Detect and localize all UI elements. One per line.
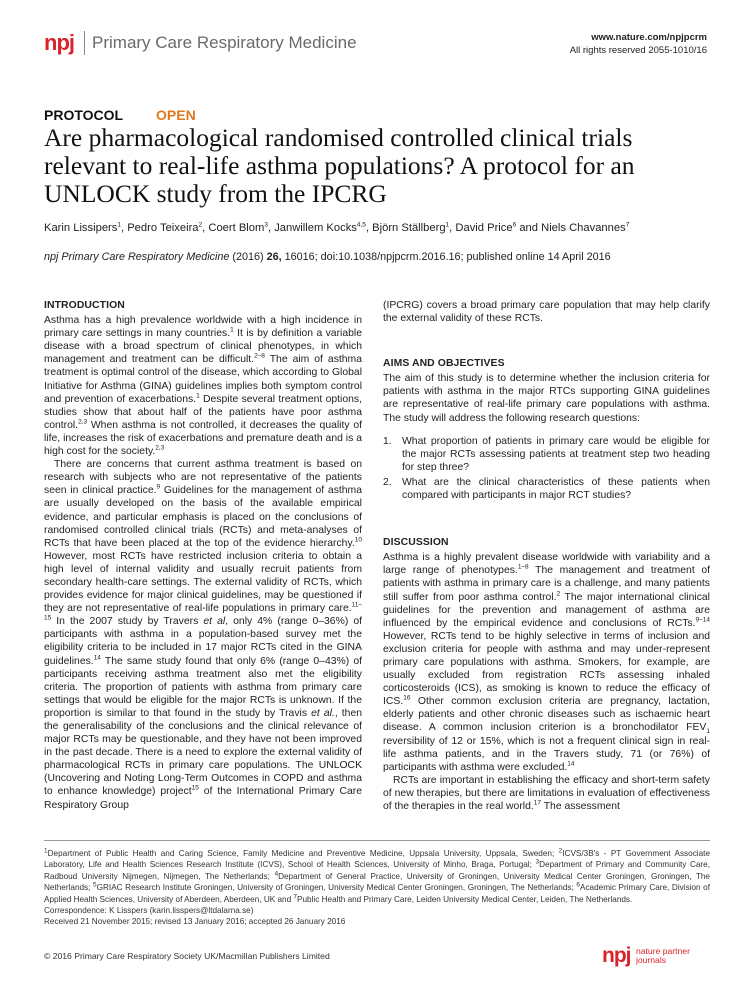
question-number: 1. — [383, 435, 392, 447]
reference-superscript: 9–14 — [695, 616, 710, 624]
reference-superscript: 15 — [191, 785, 199, 792]
reference-superscript: 2 — [556, 590, 561, 598]
right-column — [383, 299, 710, 813]
citation-volume: 26, — [266, 251, 282, 263]
footnotes — [44, 848, 710, 928]
left-column — [44, 299, 362, 812]
author-affiliation: 2 — [198, 221, 203, 229]
reference-superscript: 7 — [293, 892, 298, 900]
open-access-badge: OPEN — [156, 107, 196, 123]
introduction-paragraph-2-continued: (IPCRG) covers a broad primary care population that may help clarify the external validity of these RCTs. — [383, 300, 710, 325]
reference-superscript: 14 — [93, 654, 101, 662]
journal-website[interactable]: www.nature.com/npjpcrm — [591, 32, 707, 43]
author-list: Karin Lissipers$^1$, Pedro Teixeira$^2$, Coert Blom$^3$, Janwillem Kocks$^{4,5}$, Björn Ställberg$^1$, David Price$^6$ and Niels Chavannes$^7$ — [44, 221, 630, 234]
partner-line-1: nature partner — [635, 946, 690, 956]
author-name[interactable]: Pedro Teixeira — [127, 222, 199, 234]
affiliations: $^1$Department of Public Health and Caring Science, Family Medicine and Preventive Medicine, Uppsala University, Uppsala, Sweden; $^2$ICVS/3B's - PT Government Associate Laboratory, Life and Health Sciences Research Institute (ICVS), School of Health Sciences, University of Minho, Braga, Portugal; $^3$Department of Primary and Community Care, Radboud University Nijmegen, Nijmegen, The Netherlands; $^4$Department of General Practice, University of Groningen, University Medical Center Groningen, Groningen, The Netherlands; $^5$GRIAC Research Institute Groningen, University of Groningen, University Medical Center Groningen, Groningen, The Netherlands; $^6$Academic Primary Care, Division of Applied Health Sciences, University of Aberdeen, Aberdeen, UK and $^7$Public Health and Primary Care, Leiden University Medical Center, Leiden, The Netherlands. — [44, 847, 710, 904]
question-text: What are the clinical characteristics of these patients when compared with participants in major RCT studies? — [402, 476, 710, 502]
reference-superscript: 11–15 — [44, 601, 362, 622]
author-affiliation: 1 — [445, 221, 450, 229]
aims-paragraph: The aim of this study is to determine whether the inclusion criteria for patients with asthma in the major RTCs supporting GINA guidelines are representative of real-life primary care populations with asthma. The study will address the following research questions: — [383, 373, 710, 424]
rights-statement: All rights reserved 2055-1010/16 — [569, 45, 707, 56]
author-name[interactable]: David Price — [455, 222, 513, 234]
author-name[interactable]: Coert Blom — [208, 222, 265, 234]
reference-superscript: 1 — [44, 847, 48, 855]
reference-superscript: 1 — [230, 326, 234, 334]
reference-superscript: 6 — [576, 881, 580, 889]
reference-superscript: 1–8 — [517, 563, 529, 571]
reference-superscript: 2,3 — [78, 418, 88, 426]
question-number: 2. — [383, 476, 392, 488]
author-name[interactable]: Niels Chavannes — [541, 222, 626, 234]
reference-superscript: 4 — [274, 870, 279, 878]
reference-superscript: 14 — [567, 760, 575, 768]
research-question — [383, 476, 710, 502]
journal-name: Primary Care Respiratory Medicine — [92, 33, 357, 52]
logo-divider — [84, 31, 85, 55]
introduction-heading: INTRODUCTION — [44, 300, 125, 311]
citation-line — [44, 251, 724, 263]
citation-details: 16016; doi:10.1038/npjpcrm.2016.16; published online 14 April 2016 — [284, 251, 611, 263]
reference-superscript: 1 — [196, 392, 200, 400]
italic-text: et al. — [311, 707, 335, 719]
reference-superscript: 9 — [156, 483, 161, 491]
article-title: Are pharmacological randomised controlled clinical trials relevant to real-life asthma populations? A protocol for an UNLOCK study from the IPCRG — [44, 123, 635, 208]
research-question — [383, 435, 710, 474]
author-name[interactable]: Björn Ställberg — [372, 222, 446, 234]
introduction-paragraph-1: Asthma has a high prevalence worldwide with a high incidence in primary care settings in many countries.$^1$ It is by definition a variable disease with a broad spectrum of clinical phenotypes, in which management and treatment can be difficult.$^{2-8}$ The aim of asthma treatment is optimal control of the disease, which according to Global Initiative for Asthma (GINA) guidelines implies both symptom control and prevention of exacerbations.$^1$ Despite several treatment options, studies show that about half of the patients have poor asthma control.$^{2,3}$ When asthma is not controlled, it decreases the quality of life, increases the risk of exacerbations and premature death and is a high cost for the society.$^{2,3}$ — [44, 315, 362, 458]
copyright: © 2016 Primary Care Respiratory Society UK/Macmillan Publishers Limited — [44, 951, 330, 961]
author-name[interactable]: Janwillem Kocks — [274, 222, 357, 234]
author-affiliation: 4,5 — [356, 221, 366, 229]
author-affiliation: 7 — [625, 221, 630, 229]
citation-year: (2016) — [232, 251, 264, 263]
npj-logo: npj — [44, 30, 74, 55]
reference-superscript: 5 — [93, 881, 97, 889]
author-affiliation: 6 — [512, 221, 517, 229]
reference-superscript: 2–8 — [254, 352, 265, 360]
author-name[interactable]: Karin Lissipers — [44, 222, 118, 234]
citation-journal: npj Primary Care Respiratory Medicine — [44, 251, 230, 263]
nature-partner-journals-logo — [602, 944, 690, 968]
article-type: PROTOCOL — [44, 107, 124, 123]
aims-heading: AIMS AND OBJECTIVES — [383, 358, 505, 370]
reference-superscript: 2 — [558, 847, 563, 855]
research-questions — [383, 435, 710, 502]
reference-superscript: 10 — [354, 536, 362, 544]
npj-footer-logo: npj — [602, 944, 631, 967]
italic-text: et al — [203, 616, 226, 628]
author-affiliation: 3 — [264, 221, 268, 229]
author-affiliation: 1 — [117, 221, 121, 229]
reference-superscript: 17 — [533, 799, 541, 807]
question-text: What proportion of patients in primary care would be eligible for the major RCTs assessing patients at treatment step two heading for step three? — [402, 435, 710, 473]
discussion-heading: DISCUSSION — [383, 537, 449, 549]
partner-text — [636, 947, 690, 965]
reference-superscript: 2,3 — [155, 444, 165, 452]
footnote-rule — [44, 840, 710, 841]
discussion-paragraph-2: RCTs are important in establishing the efficacy and short-term safety of new therapies, but there are limitations in evaluation of effectiveness of the therapies in the real world.$^{17}$ The assessment — [383, 774, 710, 812]
discussion-paragraph-1: Asthma is a highly prevalent disease worldwide with variability and a large range of phenotypes.$^{1-8}$ The management and treatment of patients with asthma in primary care is a challenge, and many patients still suffer from poor asthma control.$^2$ The major international clinical guidelines for the prevention and management of asthma are influenced by the empirical evidence and conclusions of RCTs.$^{9-14}$ However, RCTs tend to be highly selective in terms of inclusion and exclusion criteria for people with asthma and may under-represent primary care populations with asthma. Smokers, for example, are usually excluded from registration RCTs assessing inhaled corticosteroids (ICS), as smoking is known to reduce the efficacy of ICS.$^{16}$ Other common exclusion criteria are pregnancy, lactation, elderly patients and other chronic diseases such as ischaemic heart disease. A common inclusion criterion is a bronchodilator $FEV_1$ reversibility of 12 or 15%, which is not a frequent clinical sign in real-life asthma patients, and in the Travers study, 71 (or 76%) of participants with asthma were excluded.$^{14}$ — [383, 552, 710, 773]
reference-superscript: 16 — [403, 694, 411, 702]
reference-superscript: 3 — [535, 858, 540, 866]
introduction-paragraph-2: There are concerns that current asthma treatment is based on research with subjects who are not representative of the patients seen in clinical practice.$^9$ Guidelines for the management of asthma are usually developed on the basis of the available empirical evidence, and particular emphasis is placed on the conclusions of randomised controlled clinical trials (RCTs) and meta-analyses of RCTs that have been placed at the top of the evidence hierarchy.$^{10}$ However, most RCTs have restricted inclusion criteria to obtain a high level of internal validity and usually recruit patients from secondary health-care settings. The external validity of RCTs, which provides evidence for major clinical guidelines, may be questioned if they are not representative of real-life populations in primary care.$^{11-15}$ In the 2007 study by Travers et al, only 4% (range 0–36%) of participants with asthma in a population-based survey met the eligibility criteria to be included in 17 major RCTs cited in the GINA guidelines.$^{14}$ The same study found that only 6% (range 0–43%) of participants receiving asthma treatment also met the eligibility criteria. The proportion of patients with asthma from primary care settings that would be eligible for the major RCTs is unknown. If the proportion is similar to that found in the study by Travis et al., then the generalisability of the conclusions and the clinical relevance of major RCTs may be questionable, and they have not been improved in the past decade. There is a need to explore the external validity of pharmacological RCTs in primary care populations. The UNLOCK (Uncovering and Noting Long-Term Outcomes in COPD and asthma to enhance knowledge) project$^{15}$ of the International Primary Care Respiratory Group — [44, 459, 363, 811]
partner-line-2: journals — [635, 955, 667, 965]
correspondence[interactable]: Correspondence: K Lisspers (karin.lisspers@ltdalarna.se) — [44, 906, 254, 916]
received-dates: Received 21 November 2015; revised 13 January 2016; accepted 26 January 2016 — [44, 917, 346, 927]
subscript: 1 — [706, 728, 710, 736]
